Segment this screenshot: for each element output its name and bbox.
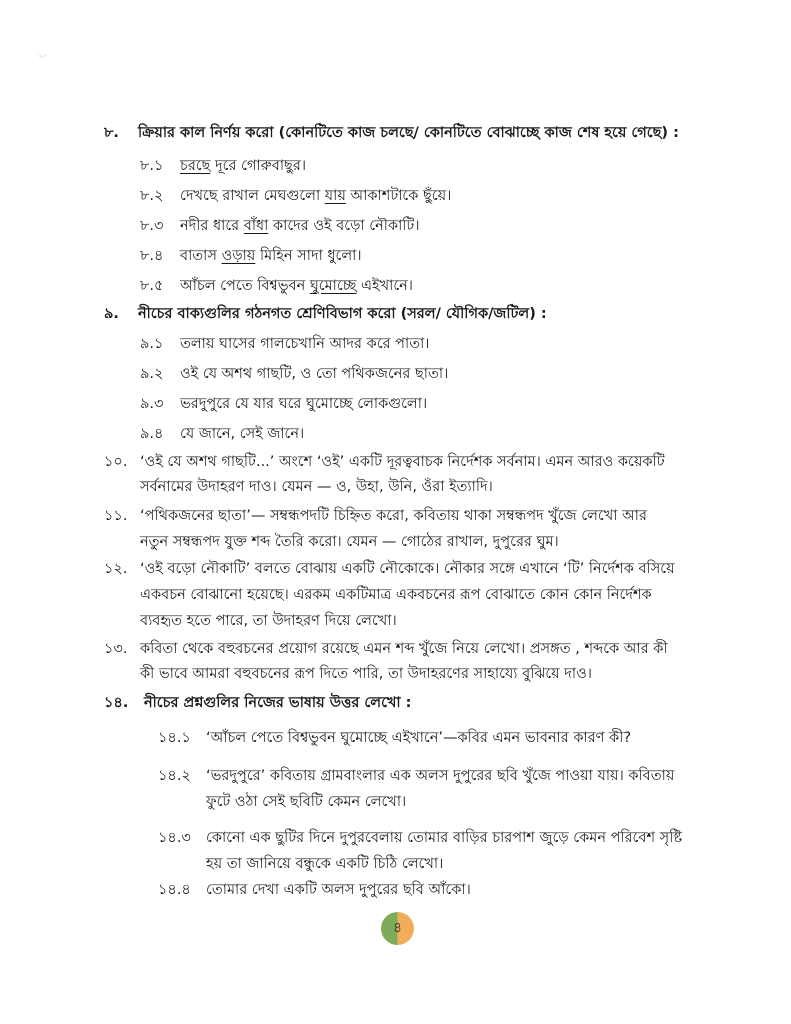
q14-item-number: ১৪.২ [158,768,191,784]
item-text: আঁচল পেতে বিশ্বভুবন [180,278,310,294]
item-number: ৯.৩ [140,396,164,412]
item-text: আকাশটাকে ছুঁয়ে। [345,188,452,204]
item-text: এইখানে। [356,278,413,294]
item-text: মিহিন সাদা ধুলো। [255,248,362,264]
q8-number: ৮. [104,125,119,141]
q9-item [140,328,429,360]
q8-item [140,180,451,212]
item-text: ভরদুপুরে যে যার ঘরে ঘুমোচ্ছে লোকগুলো। [180,396,428,412]
page-number: ৪ [381,912,414,945]
q10-line: ‘ওই যে অশথ গাছটি...’ অংশে ‘ওই’ একটি দূরত্ববাচক নির্দেশক সর্বনাম। এমন আরও কয়েকটি [140,454,665,470]
item-number: ৮.২ [140,188,164,204]
item-number: ৮.৪ [140,248,164,264]
q12-number: ১২. [104,561,128,577]
q8-title: ক্রিয়ার কাল নির্ণয় করো (কোনটিতে কাজ চলছে/ কোনটিতে বোঝাচ্ছে কাজ শেষ হয়ে গেছে) : [138,125,679,141]
q8-item [140,150,306,182]
q12-line: ‘ওই বড়ো নৌকাটি’ বলতে বোঝায় একটি নৌকোকে। নৌকার সঙ্গে এখানে ‘টি’ নির্দেশক বসিয়ে [140,561,675,577]
q8-heading [104,117,679,149]
q14-item-line: ‘আঁচল পেতে বিশ্বভুবন ঘুমোচ্ছে এইখানে’—কবির এমন ভাবনার কারণ কী? [206,730,632,746]
item-number: ৮.৫ [140,278,164,294]
item-text: যে জানে, সেই জানে। [180,426,305,442]
q13-line: কবিতা থেকে বহুবচনের প্রয়োগ রয়েছে এমন শব্দ খুঁজে নিয়ে লেখো। প্রসঙ্গত , শব্দকে আর কী [140,641,668,657]
q14-item-line: কোনো এক ছুটির দিনে দুপুরবেলায় তোমার বাড়ির চারপাশ জুড়ে কেমন পরিবেশ সৃষ্টি [206,830,683,846]
q12-line: একবচন বোঝানো হয়েছে। এরকম একটিমাত্র একবচনের রূপ বোঝাতে কোন কোন নির্দেশক [140,587,652,603]
q14-item-line: ফুটে ওঠা সেই ছবিটি কেমন লেখো। [206,794,407,810]
q13-line: কী ভাবে আমরা বহুবচনের রূপ দিতে পারি, তা উদাহরণের সাহায্যে বুঝিয়ে দাও। [140,666,592,682]
q13-number: ১৩. [104,641,128,657]
q14-number: ১৪. [104,695,129,711]
underlined-verb: ঘুমোচ্ছে [309,278,357,294]
q9-item [140,388,427,420]
q11-number: ১১. [104,508,128,524]
item-text: দেখছে রাখাল মেঘগুলো [180,188,325,204]
item-text: ওই যে অশথ গাছটি, ও তো পথিকজনের ছাতা। [180,366,449,382]
q9-number: ৯. [104,306,119,322]
q14-item-line: হয় তা জানিয়ে বন্ধুকে একটি চিঠি লেখো। [206,856,444,872]
q14-item-line: তোমার দেখা একটি অলস দুপুরের ছবি আঁকো। [206,882,471,898]
item-number: ৮.৩ [140,218,164,234]
underlined-verb: চরছে [180,158,211,174]
q14-item-number: ১৪.৪ [158,882,191,898]
q9-title: নীচের বাক্যগুলির গঠনগত শ্রেণিবিভাগ করো (সরল/ যৌগিক/জটিল) : [138,306,547,322]
item-text: তলায় ঘাসের গালচেখানি আদর করে পাতা। [180,336,430,352]
q14-item-number: ১৪.৩ [158,830,191,846]
q9-item [140,358,448,390]
item-number: ৯.৪ [140,426,164,442]
q8-item [140,210,420,242]
q12-line: ব্যবহৃত হতে পারে, তা উদাহরণ দিয়ে লেখো। [140,613,397,629]
item-text: কাদের ওই বড়ো নৌকাটি। [268,218,420,234]
item-number: ৮.১ [140,158,164,174]
item-text: নদীর ধারে [180,218,244,234]
item-text: দূরে গোরুবাছুর। [210,158,306,174]
q14-heading [104,687,411,719]
q14-item-line: ‘ভরদুপুরে’ কবিতায় গ্রামবাংলার এক অলস দুপুরের ছবি খুঁজে পাওয়া যায়। কবিতায় [206,768,675,784]
underlined-verb: ওড়ায় [221,248,256,264]
underlined-verb: যায় [324,188,346,204]
q9-heading [104,298,547,330]
q8-item [140,240,362,272]
q10-number: ১০. [104,454,128,470]
item-number: ৯.১ [140,336,164,352]
item-text: বাতাস [180,248,222,264]
underlined-verb: বাঁধা [243,218,269,234]
q10-line: সর্বনামের উদাহরণ দাও। যেমন — ও, উহা, উনি, ওঁরা ইত্যাদি। [140,479,493,495]
q11-line: ‘পথিকজনের ছাতা’— সম্বন্ধপদটি চিহ্নিত করো, কবিতায় থাকা সম্বন্ধপদ খুঁজে লেখো আর [140,508,647,524]
item-number: ৯.২ [140,366,164,382]
q14-title: নীচের প্রশ্নগুলির নিজের ভাষায় উত্তর লেখো : [144,695,412,711]
q11-line: নতুন সম্বন্ধপদ যুক্ত শব্দ তৈরি করো। যেমন — গোঠের রাখাল, দুপুরের ঘুম। [140,534,559,550]
corner-mark: ৬৫ [38,52,48,60]
q14-item-number: ১৪.১ [158,730,191,746]
